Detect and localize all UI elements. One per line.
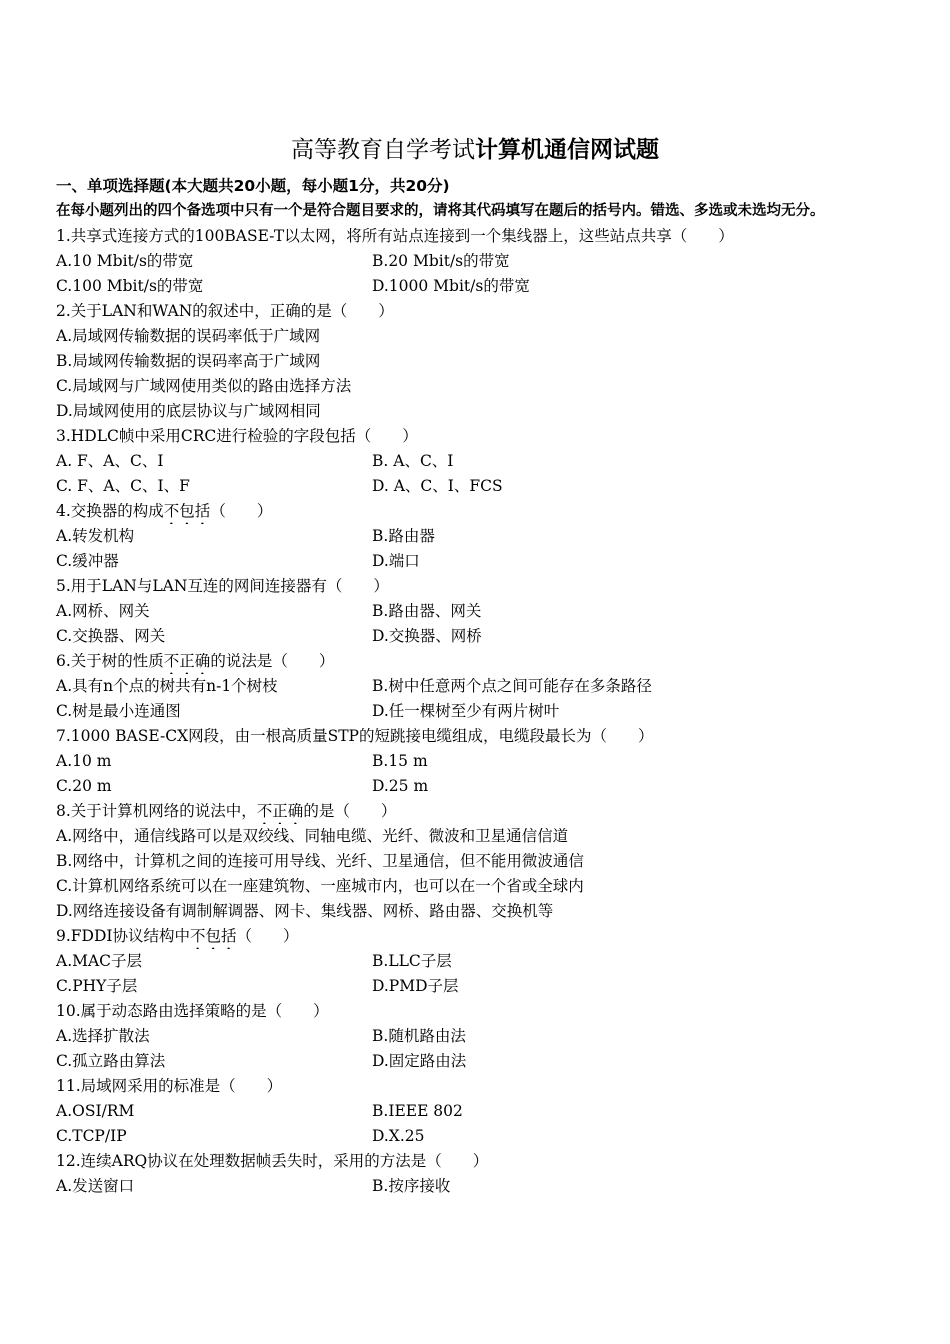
question-stem: [56, 424, 906, 449]
answer-option: B.网络中，计算机之间的连接可用导线、光纤、卫星通信，但不能用微波通信: [56, 852, 584, 870]
question-text: 7.1000 BASE-CX网段，由一根高质量STP的短跳接电缆组成，电缆段最长为（ ）: [56, 727, 654, 745]
option-row: [56, 674, 906, 699]
title-prefix: 高等教育自学考试: [291, 137, 475, 163]
answer-option: D.25 m: [372, 777, 429, 795]
answer-option: A.选择扩散法: [56, 1027, 150, 1045]
answer-option: B.IEEE 802: [372, 1102, 463, 1120]
question-stem: [56, 1149, 906, 1174]
question-emphasis: 不包括: [163, 502, 211, 520]
answer-option: B. A、C、I: [372, 452, 454, 470]
option-row: [56, 749, 906, 774]
title-main: 计算机通信网试题: [475, 137, 659, 163]
answer-option: A.10 Mbit/s的带宽: [56, 252, 194, 270]
answer-option: D.X.25: [372, 1127, 425, 1145]
option-row: [56, 1099, 906, 1124]
answer-option: A.网桥、网关: [56, 602, 150, 620]
question-text-end: （ ）: [236, 927, 299, 945]
answer-option: C.计算机网络系统可以在一座建筑物、一座城市内，也可以在一个省或全球内: [56, 877, 584, 895]
answer-option: C. F、A、C、I、F: [56, 477, 190, 495]
answer-option: D.局域网使用的底层协议与广域网相同: [56, 402, 321, 420]
option-row: [56, 774, 906, 799]
answer-option: B.局域网传输数据的误码率高于广域网: [56, 352, 321, 370]
answer-option: A.局域网传输数据的误码率低于广域网: [56, 327, 321, 345]
question-stem: [56, 1074, 906, 1099]
answer-option: C.树是最小连通图: [56, 702, 181, 720]
answer-option: A.转发机构: [56, 527, 135, 545]
answer-option: C.TCP/IP: [56, 1127, 127, 1145]
section-heading: 一、单项选择题(本大题共20小题，每小题1分，共20分): [56, 177, 450, 195]
question-text: 12.连续ARQ协议在处理数据帧丢失时，采用的方法是（ ）: [56, 1152, 489, 1170]
question-text: 2.关于LAN和WAN的叙述中，正确的是（ ）: [56, 302, 394, 320]
question-text: 3.HDLC帧中采用CRC进行检验的字段包括（ ）: [56, 427, 418, 445]
answer-option: C.孤立路由算法: [56, 1052, 166, 1070]
question-stem: [56, 299, 906, 324]
answer-option: A. F、A、C、I: [56, 452, 164, 470]
question-text: 11.局域网采用的标准是（ ）: [56, 1077, 283, 1095]
option-row: [56, 1049, 906, 1074]
question-stem: [56, 799, 906, 824]
answer-option: A.发送窗口: [56, 1177, 135, 1195]
option-row: [56, 1174, 906, 1199]
answer-option: C.局域网与广域网使用类似的路由选择方法: [56, 377, 352, 395]
answer-option: A.网络中，通信线路可以是双绞线、同轴电缆、光纤、微波和卫星通信信道: [56, 827, 569, 845]
question-stem: [56, 999, 906, 1024]
question-stem: [56, 574, 906, 599]
option-row: [56, 949, 906, 974]
answer-option: A.10 m: [56, 752, 112, 770]
instruction-text: 在每小题列出的四个备选项中只有一个是符合题目要求的，请将其代码填写在题后的括号内。错选、多选或未选均无分。: [56, 203, 825, 219]
answer-option: D.端口: [372, 552, 420, 570]
option-row: [56, 249, 906, 274]
option-row: [56, 549, 906, 574]
answer-option: C.PHY子层: [56, 977, 138, 995]
answer-option: B.LLC子层: [372, 952, 452, 970]
question-text: 8.关于计算机网络的说法中，: [56, 802, 257, 820]
answer-option: D.固定路由法: [372, 1052, 467, 1070]
option-row: [56, 1024, 906, 1049]
exam-content: [56, 174, 906, 1199]
option-row: [56, 624, 906, 649]
page-title: [0, 132, 950, 168]
answer-option: B.随机路由法: [372, 1027, 466, 1045]
answer-option: B.路由器: [372, 527, 435, 545]
answer-option: B.20 Mbit/s的带宽: [372, 252, 510, 270]
question-text: 10.属于动态路由选择策略的是（ ）: [56, 1002, 329, 1020]
question-text: 6.关于树的性质: [56, 652, 164, 670]
question-stem: [56, 499, 906, 524]
question-text-end: 的说法是（ ）: [210, 652, 335, 670]
option-row: [56, 449, 906, 474]
question-list: [56, 224, 906, 1199]
answer-option: C.100 Mbit/s的带宽: [56, 277, 204, 295]
option-row: [56, 274, 906, 299]
option-row: [56, 524, 906, 549]
question-text: 9.FDDI协议结构中: [56, 927, 191, 945]
question-emphasis: 不包括: [190, 927, 237, 945]
question-stem: [56, 224, 906, 249]
option-row: [56, 599, 906, 624]
answer-option: B.树中任意两个点之间可能存在多条路径: [372, 677, 652, 695]
question-text: 4.交换器的构成: [56, 502, 164, 520]
question-text: 1.共享式连接方式的100BASE-T以太网，将所有站点连接到一个集线器上，这些站点共享（ ）: [56, 227, 734, 245]
answer-option: C.缓冲器: [56, 552, 119, 570]
answer-option: B.按序接收: [372, 1177, 451, 1195]
answer-option: C.20 m: [56, 777, 112, 795]
option-row: [56, 1124, 906, 1149]
question-emphasis: 不正确: [163, 652, 211, 670]
answer-option: D.网络连接设备有调制解调器、网卡、集线器、网桥、路由器、交换机等: [56, 902, 554, 920]
answer-option: A.具有n个点的树共有n-1个树枝: [56, 677, 278, 695]
question-emphasis: 不正确: [256, 802, 304, 820]
answer-option: B.路由器、网关: [372, 602, 482, 620]
answer-option: A.OSI/RM: [56, 1102, 135, 1120]
answer-option: D.PMD子层: [372, 977, 459, 995]
answer-option: A.MAC子层: [56, 952, 143, 970]
answer-option: D.1000 Mbit/s的带宽: [372, 277, 530, 295]
answer-option: D.任一棵树至少有两片树叶: [372, 702, 560, 720]
answer-option: D.交换器、网桥: [372, 627, 482, 645]
option-row: [56, 474, 906, 499]
question-stem: [56, 649, 906, 674]
answer-option: B.15 m: [372, 752, 428, 770]
option-row: [56, 974, 906, 999]
question-stem: [56, 924, 906, 949]
question-stem: [56, 724, 906, 749]
answer-option: C.交换器、网关: [56, 627, 166, 645]
option-row: [56, 699, 906, 724]
answer-option: D. A、C、I、FCS: [372, 477, 503, 495]
question-text-end: 的是（ ）: [303, 802, 397, 820]
question-text: 5.用于LAN与LAN互连的网间连接器有（ ）: [56, 577, 389, 595]
question-text-end: （ ）: [210, 502, 273, 520]
